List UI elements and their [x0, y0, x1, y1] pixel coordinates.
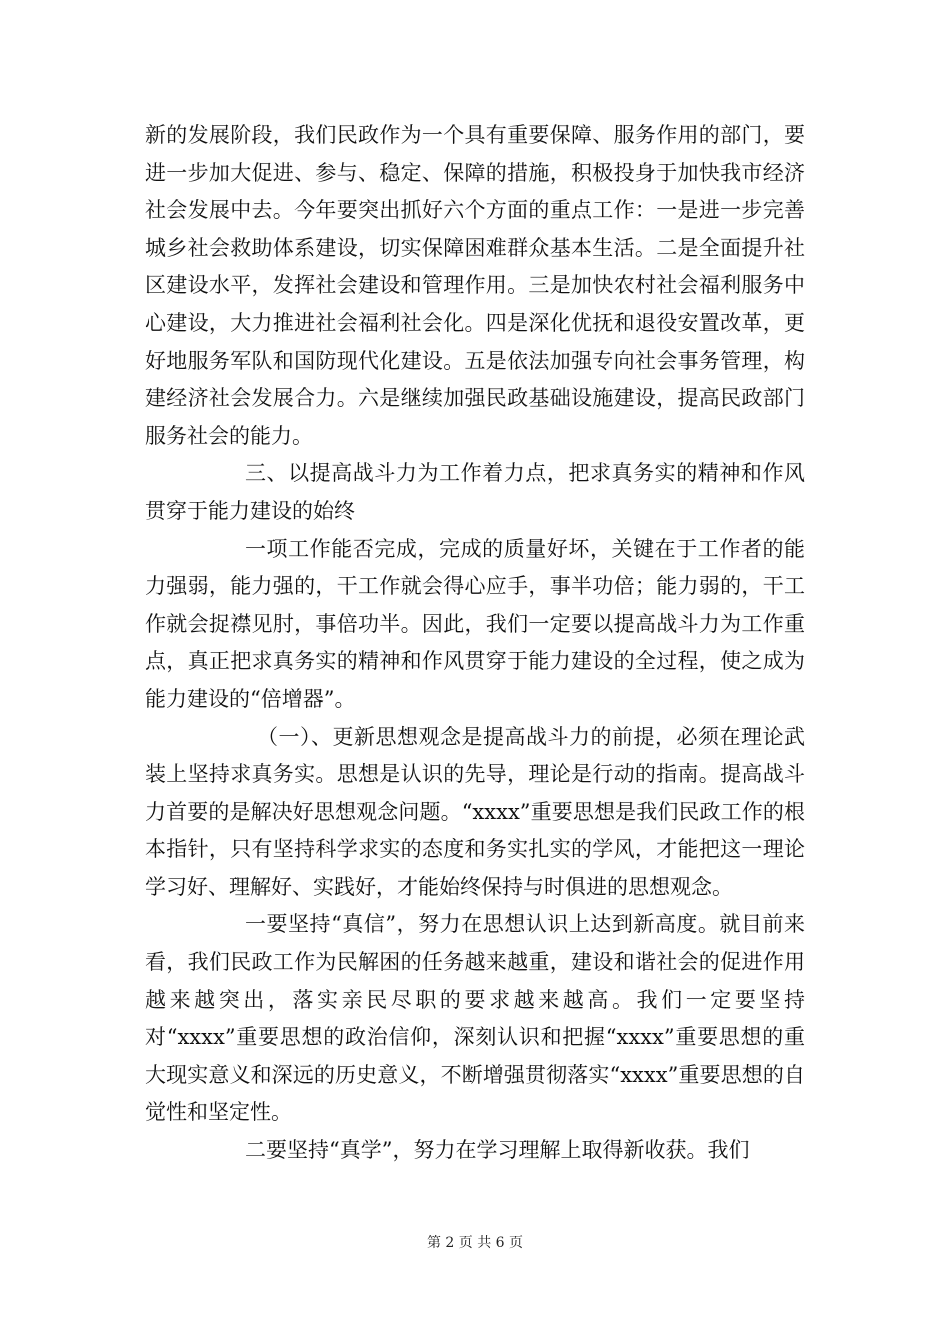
body-paragraph: 新的发展阶段，我们民政作为一个具有重要保障、服务作用的部门，要进一步加大促进、参与、稳定、保障的措施，积极投身于加快我市经济社会发展中去。今年要突出抓好六个方面的重点工作：一是进一步完善城乡社会救助体系建设，切实保障困难群众基本生活。二是全面提升社区建设水平，发挥社会建设和管理作用。三是加快农村社会福利服务中心建设，大力推进社会福利社会化。四是深化优抚和退役安置改革，更好地服务军队和国防现代化建设。五是依法加强专向社会事务管理，构建经济社会发展合力。六是继续加强民政基础设施建设，提高民政部门服务社会的能力。: [145, 123, 805, 448]
body-paragraph: 一要坚持“真信”，努力在思想认识上达到新高度。就目前来看，我们民政工作为民解困的任务越来越重，建设和谐社会的促进作用越来越突出，落实亲民尽职的要求越来越高。我们一定要坚持对“xxxx”重要思想的政治信仰，深刻认识和把握“xxxx”重要思想的重大现实意义和深远的历史意义，不断增强贯彻落实“xxxx”重要思想的自觉性和坚定性。: [145, 912, 805, 1125]
body-paragraph: 一项工作能否完成，完成的质量好坏，关键在于工作者的能力强弱，能力强的，干工作就会得心应手，事半功倍；能力弱的，干工作就会捉襟见肘，事倍功半。因此，我们一定要以提高战斗力为工作重点，真正把求真务实的精神和作风贯穿于能力建设的全过程，使之成为能力建设的“倍增器”。: [145, 536, 805, 711]
subsection-paragraph: （一）、更新思想观念是提高战斗力的前提，必须在理论武装上坚持求真务实。思想是认识的先导，理论是行动的指南。提高战斗力首要的是解决好思想观念问题。“xxxx”重要思想是我们民政工作的根本指针，只有坚持科学求实的态度和务实扎实的学风，才能把这一理论学习好、理解好、实践好，才能始终保持与时俱进的思想观念。: [145, 724, 805, 899]
document-body: [145, 117, 805, 1170]
body-paragraph: 二要坚持“真学”，努力在学习理解上取得新收获。我们: [245, 1138, 750, 1163]
section-heading: 三、以提高战斗力为工作着力点，把求真务实的精神和作风贯穿于能力建设的始终: [145, 461, 805, 523]
page-number: 第 2 页 共 6 页: [426, 1235, 524, 1251]
